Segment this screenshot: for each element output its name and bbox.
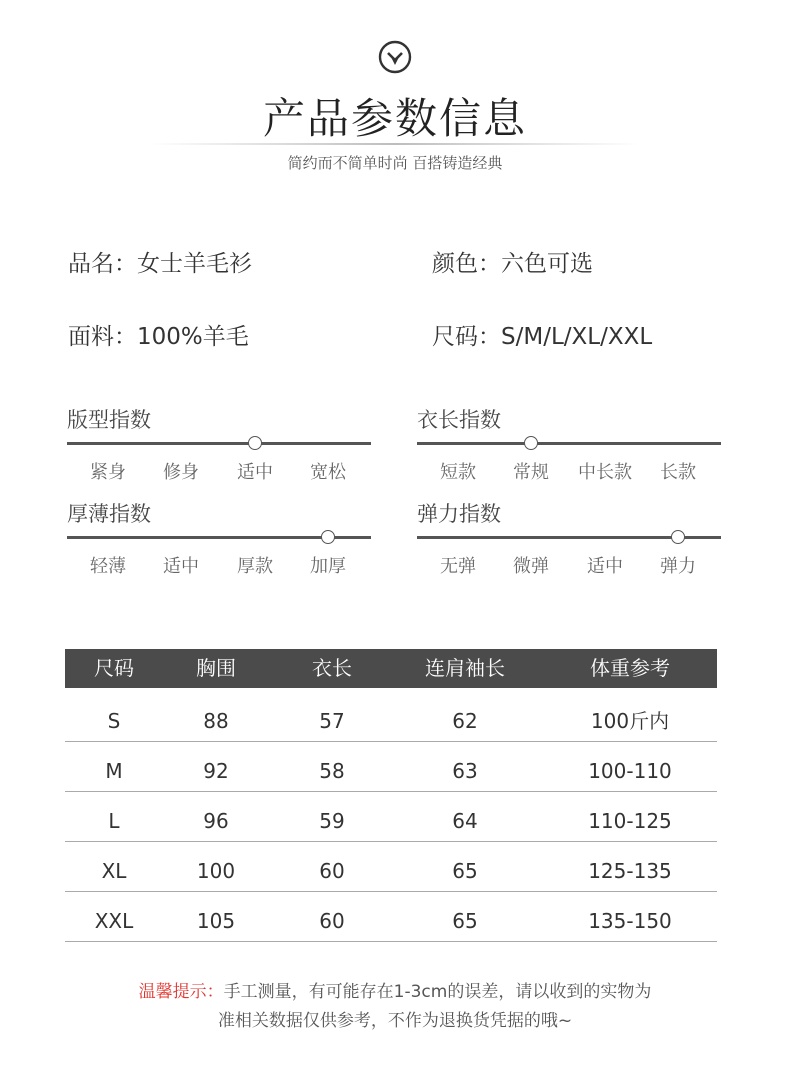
product-size-label: 尺码： <box>432 324 501 350</box>
scale-option: 长款 <box>660 462 696 483</box>
table-cell: 92 <box>203 759 229 783</box>
table-header-cell: 体重参考 <box>590 656 670 680</box>
product-name-value: 女士羊毛衫 <box>137 251 252 277</box>
table-header-cell: 尺码 <box>94 656 134 680</box>
table-cell: 58 <box>319 759 345 783</box>
table-row <box>65 892 717 942</box>
table-cell: 62 <box>452 709 478 733</box>
scale-option: 轻薄 <box>90 556 126 577</box>
table-row <box>65 688 717 742</box>
scale-option: 短款 <box>440 462 476 483</box>
product-color <box>432 245 593 278</box>
table-row <box>65 842 717 892</box>
size-table <box>65 649 717 942</box>
scale-option: 无弹 <box>440 556 476 577</box>
table-cell: 125-135 <box>588 859 672 883</box>
table-cell: 65 <box>452 859 478 883</box>
scale-option: 弹力 <box>660 556 696 577</box>
table-header <box>65 649 717 688</box>
table-cell: 57 <box>319 709 345 733</box>
table-cell: 100 <box>196 859 236 883</box>
thickness-index-scale <box>67 498 371 577</box>
product-size <box>432 318 652 351</box>
elasticity-index-scale <box>417 498 721 577</box>
scale-track <box>417 442 721 445</box>
table-cell: 64 <box>452 809 478 833</box>
table-header-cell: 胸围 <box>196 656 236 680</box>
title-divider <box>150 143 640 145</box>
scale-option: 适中 <box>587 556 623 577</box>
table-cell: 96 <box>203 809 229 833</box>
scale-title: 厚薄指数 <box>67 502 151 526</box>
table-row <box>65 742 717 792</box>
table-cell: 88 <box>203 709 229 733</box>
table-cell: 63 <box>452 759 478 783</box>
table-cell: 105 <box>196 909 236 933</box>
scale-option: 适中 <box>237 462 273 483</box>
table-cell: L <box>108 809 120 833</box>
scale-marker <box>524 436 538 450</box>
scale-track <box>67 442 371 445</box>
product-color-label: 颜色： <box>432 251 501 277</box>
scale-marker <box>321 530 335 544</box>
scale-marker <box>248 436 262 450</box>
note-warning-label: 温馨提示： <box>138 982 224 1002</box>
scale-option: 微弹 <box>513 556 549 577</box>
table-cell: 59 <box>319 809 345 833</box>
length-index-scale <box>417 404 721 483</box>
table-cell: XL <box>101 859 127 883</box>
table-header-cell: 连肩袖长 <box>425 656 505 680</box>
page-title: 产品参数信息 <box>262 94 527 143</box>
scale-option: 修身 <box>163 462 199 483</box>
note-text-1: 手工测量，有可能存在1-3cm的误差，请以收到的实物为 <box>223 982 652 1002</box>
table-cell: 110-125 <box>588 809 672 833</box>
scale-option: 紧身 <box>90 462 126 483</box>
fit-index-scale <box>67 404 371 483</box>
table-cell: S <box>107 709 121 733</box>
scale-title: 弹力指数 <box>417 502 501 526</box>
scale-option: 常规 <box>513 462 549 483</box>
table-cell: 100斤内 <box>590 709 670 733</box>
product-material <box>68 318 249 351</box>
table-cell: M <box>105 759 123 783</box>
page-subtitle: 简约而不简单时尚 百搭铸造经典 <box>287 154 503 172</box>
chevron-down-circle-icon <box>378 40 412 74</box>
product-color-value: 六色可选 <box>501 251 593 277</box>
product-name <box>68 245 252 278</box>
scale-marker <box>671 530 685 544</box>
scale-option: 厚款 <box>237 556 273 577</box>
note-line-2: 准相关数据仅供参考，不作为退换货凭据的哦~ <box>217 1011 573 1031</box>
measurement-note <box>0 978 790 1036</box>
note-line-1 <box>0 978 790 1007</box>
table-cell: 65 <box>452 909 478 933</box>
scale-option: 加厚 <box>310 556 346 577</box>
table-cell: 60 <box>319 859 345 883</box>
table-header-cell: 衣长 <box>312 656 352 680</box>
product-size-value: S/M/L/XL/XXL <box>501 324 653 350</box>
table-row <box>65 792 717 842</box>
table-cell: 60 <box>319 909 345 933</box>
scale-title: 衣长指数 <box>417 408 501 432</box>
scale-option: 适中 <box>163 556 199 577</box>
table-cell: 100-110 <box>588 759 672 783</box>
scale-title: 版型指数 <box>67 408 151 432</box>
product-name-label: 品名： <box>68 251 137 277</box>
scale-option: 宽松 <box>310 462 346 483</box>
table-cell: XXL <box>94 909 134 933</box>
product-material-label: 面料： <box>68 324 137 350</box>
product-material-value: 100%羊毛 <box>137 324 249 350</box>
scale-option: 中长款 <box>578 462 632 483</box>
table-cell: 135-150 <box>588 909 672 933</box>
